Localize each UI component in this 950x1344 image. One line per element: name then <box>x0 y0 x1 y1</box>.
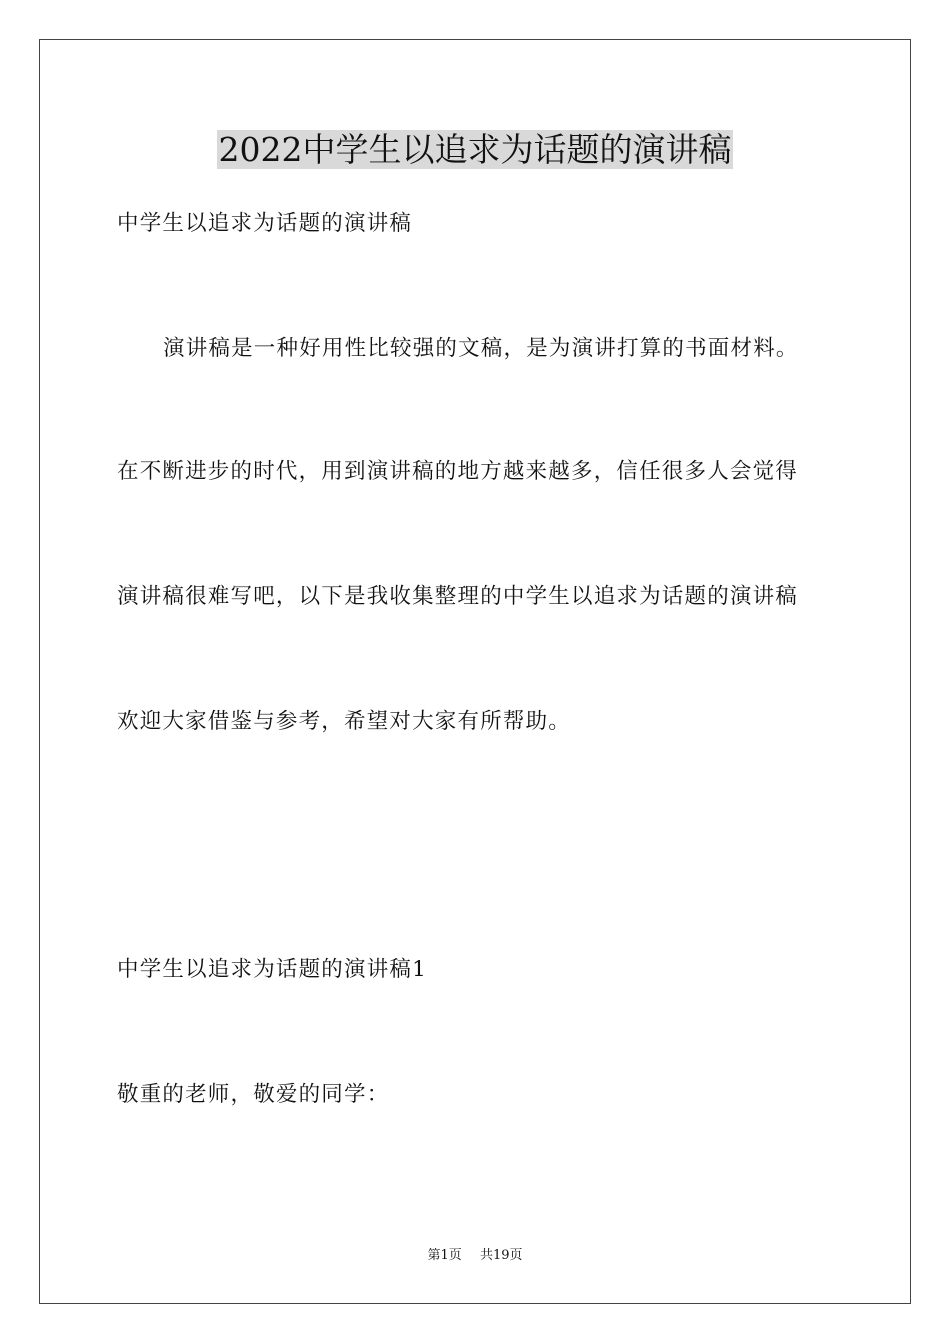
intro-line-1: 演讲稿是一种好用性比较强的文稿，是为演讲打算的书面材料。 <box>163 336 799 361</box>
page-footer <box>0 1247 950 1265</box>
document-subtitle: 中学生以追求为话题的演讲稿 <box>117 211 413 236</box>
document-title <box>0 128 950 172</box>
document-title-text: 2022中学生以追求为话题的演讲稿 <box>218 130 732 169</box>
salutation: 敬重的老师，敬爱的同学： <box>117 1082 390 1107</box>
page-number: 第1页 <box>427 1248 462 1263</box>
section-heading: 中学生以追求为话题的演讲稿1 <box>117 957 427 982</box>
intro-line-3: 演讲稿很难写吧，以下是我收集整理的中学生以追求为话题的演讲稿 <box>117 584 799 609</box>
intro-line-4: 欢迎大家借鉴与参考，希望对大家有所帮助。 <box>117 709 572 734</box>
page-total: 共19页 <box>479 1248 523 1263</box>
intro-line-2: 在不断进步的时代，用到演讲稿的地方越来越多，信任很多人会觉得 <box>117 459 799 484</box>
